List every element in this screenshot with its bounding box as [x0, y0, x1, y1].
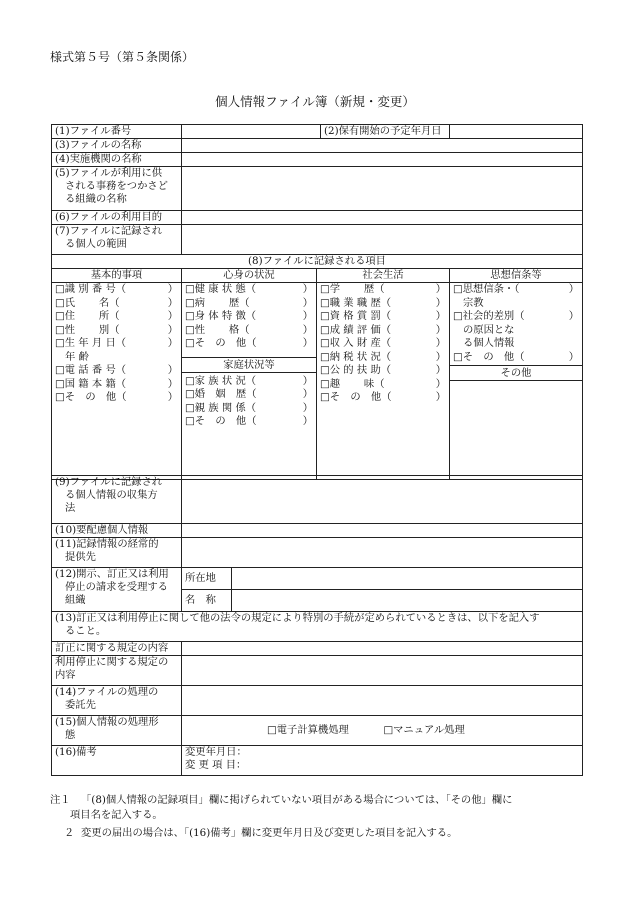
register-table-upper: [51, 124, 583, 480]
label-organization: (5)ファイルが利用に供 される事務をつかさど る組織の名称: [52, 167, 182, 211]
note-2-mark: ２: [64, 827, 75, 839]
header-basic: 基本的事項: [52, 269, 182, 283]
value-individual-scope[interactable]: [182, 225, 583, 255]
label-address: 所在地: [182, 568, 232, 590]
checkbox-physical[interactable]: □身 体 特 徴（ ）: [185, 310, 313, 322]
register-table-lower: [51, 475, 583, 776]
label-religion: 宗教: [463, 296, 484, 309]
label-purpose: (6)ファイルの利用目的: [52, 211, 182, 225]
label-recorded-items: (8)ファイルに記録される項目: [52, 255, 583, 269]
label-discrimination-cont2: る個人情報: [463, 337, 515, 349]
remarks-content: [182, 746, 583, 776]
checkbox-marriage[interactable]: □婚 姻 歴（ ）: [185, 388, 313, 400]
label-start-date: (2)保有開始の予定年月日: [320, 125, 442, 138]
label-collection-method: (9)ファイルに記録され る個人情報の収集方 法: [52, 476, 182, 524]
checkbox-personality[interactable]: □性 格（ ）: [185, 323, 313, 336]
label-regular-recipients: (11)記録情報の経常的 提供先: [52, 538, 182, 568]
label-agency-name: (4)実施機関の名称: [52, 153, 182, 167]
social-items: [317, 283, 450, 480]
belief-items: [450, 283, 583, 480]
checkbox-nationality[interactable]: □国 籍 本 籍（ ）: [55, 377, 178, 390]
checkbox-hobby[interactable]: □趣 味（ ）: [320, 377, 446, 390]
label-change-date: 変更年月日：: [185, 746, 247, 758]
value-file-name[interactable]: [182, 139, 583, 153]
checkbox-id-number[interactable]: □識 別 番 号（ ）: [55, 283, 178, 295]
checkbox-address[interactable]: □住 所（ ）: [55, 310, 178, 322]
checkbox-name[interactable]: □氏 名（ ）: [55, 296, 178, 309]
checkbox-discrimination[interactable]: □社会的差別（ ）: [453, 310, 579, 322]
value-collection-method[interactable]: [182, 476, 583, 524]
checkbox-birthdate[interactable]: □生 年 月 日（ ）: [55, 337, 178, 349]
value-sensitive-info[interactable]: [182, 524, 583, 538]
value-agency-name[interactable]: [182, 153, 583, 167]
label-receiving-org: (12)開示、訂正又は利用 停止の請求を受理する 組織: [52, 568, 182, 612]
value-other[interactable]: [453, 381, 579, 441]
value-regular-recipients[interactable]: [182, 538, 583, 568]
checkbox-qualifications[interactable]: □資 格 賞 罰（ ）: [320, 310, 446, 322]
note-1-mark: 注１: [50, 794, 71, 806]
mental-family-items: [182, 283, 317, 480]
checkbox-tax[interactable]: □納 税 状 況（ ）: [320, 350, 446, 363]
form-number: 様式第５号（第５条関係）: [50, 50, 195, 64]
value-purpose[interactable]: [182, 211, 583, 225]
value-contractor[interactable]: [182, 686, 583, 716]
header-other: その他: [450, 365, 582, 381]
header-family: 家庭状況等: [182, 357, 316, 373]
label-discrimination-cont1: の原因とな: [463, 323, 515, 336]
label-change-item: 変 更 項 目：: [185, 759, 247, 771]
checkbox-basic-other[interactable]: □そ の 他（ ）: [55, 391, 178, 403]
checkbox-belief[interactable]: □思想信条・（ ）: [453, 283, 579, 295]
value-org-name[interactable]: [232, 590, 583, 612]
checkbox-health[interactable]: □健 康 状 態（ ）: [185, 283, 313, 295]
label-remarks: (16)備考: [52, 746, 182, 776]
checkbox-belief-other[interactable]: □そ の 他（ ）: [453, 350, 579, 363]
checkbox-education[interactable]: □学 歴（ ）: [320, 283, 446, 295]
basic-items: [52, 283, 182, 480]
value-file-number[interactable]: [182, 125, 320, 138]
label-sensitive-info: (10)要配慮個人情報: [52, 524, 182, 538]
checkbox-computer-processing[interactable]: □電子計算機処理: [267, 724, 349, 736]
label-processing-form: (15)個人情報の処理形 態: [52, 716, 182, 746]
checkbox-public-aid[interactable]: □公 的 扶 助（ ）: [320, 364, 446, 376]
note-2-text: 変更の届出の場合は、「(16)備考」欄に変更年月日及び変更した項目を記入する。: [81, 827, 458, 839]
value-start-date[interactable]: [450, 125, 583, 139]
note-1-line1: 「(8)個人情報の記録項目」欄に掲げられていない項目がある場合については、「その他」欄に: [81, 794, 513, 806]
label-org-name: 名 称: [182, 590, 232, 612]
value-correction-rules[interactable]: [182, 642, 583, 656]
page-title: 個人情報ファイル簿（新規・変更）: [215, 94, 415, 109]
header-social: 社会生活: [317, 269, 450, 283]
checkbox-medical-history[interactable]: □病 歴（ ）: [185, 296, 313, 309]
checkbox-family-status[interactable]: □家 族 状 況（ ）: [185, 374, 313, 387]
value-suspension-rules[interactable]: [182, 656, 583, 686]
header-mental: 心身の状況: [182, 269, 317, 283]
checkbox-relatives[interactable]: □親 族 関 係（ ）: [185, 401, 313, 414]
note-1-line2: 項目名を記入する。: [70, 809, 163, 821]
label-individual-scope: (7)ファイルに記録され る個人の範囲: [52, 225, 182, 255]
checkbox-manual-processing[interactable]: □マニュアル処理: [383, 724, 465, 736]
label-correction-rules: 訂正に関する規定の内容: [52, 642, 182, 656]
value-address[interactable]: [232, 568, 583, 590]
label-file-name: (3)ファイルの名称: [52, 139, 182, 153]
checkbox-income[interactable]: □収 入 財 産（ ）: [320, 337, 446, 349]
value-organization[interactable]: [182, 167, 583, 211]
label-suspension-rules: 利用停止に関する規定の 内容: [52, 656, 182, 686]
header-belief: 思想信条等: [450, 269, 583, 283]
processing-options: [182, 716, 583, 746]
label-age: 年 齢: [65, 350, 89, 363]
checkbox-mental-other[interactable]: □そ の 他（ ）: [185, 337, 313, 349]
checkbox-gender[interactable]: □性 別（ ）: [55, 323, 178, 336]
checkbox-evaluation[interactable]: □成 績 評 価（ ）: [320, 323, 446, 336]
checkbox-phone[interactable]: □電 話 番 号（ ）: [55, 364, 178, 376]
label-contractor: (14)ファイルの処理の 委託先: [52, 686, 182, 716]
label-special-procedures: (13)訂正又は利用停止に関して他の法令の規定により特別の手続が定められているときは、以下を記入す ること。: [52, 612, 583, 642]
checkbox-social-other[interactable]: □そ の 他（ ）: [320, 391, 446, 403]
label-file-number: (1)ファイル番号: [52, 125, 182, 139]
checkbox-family-other[interactable]: □そ の 他（ ）: [185, 415, 313, 427]
checkbox-career[interactable]: □職 業 職 歴（ ）: [320, 296, 446, 309]
